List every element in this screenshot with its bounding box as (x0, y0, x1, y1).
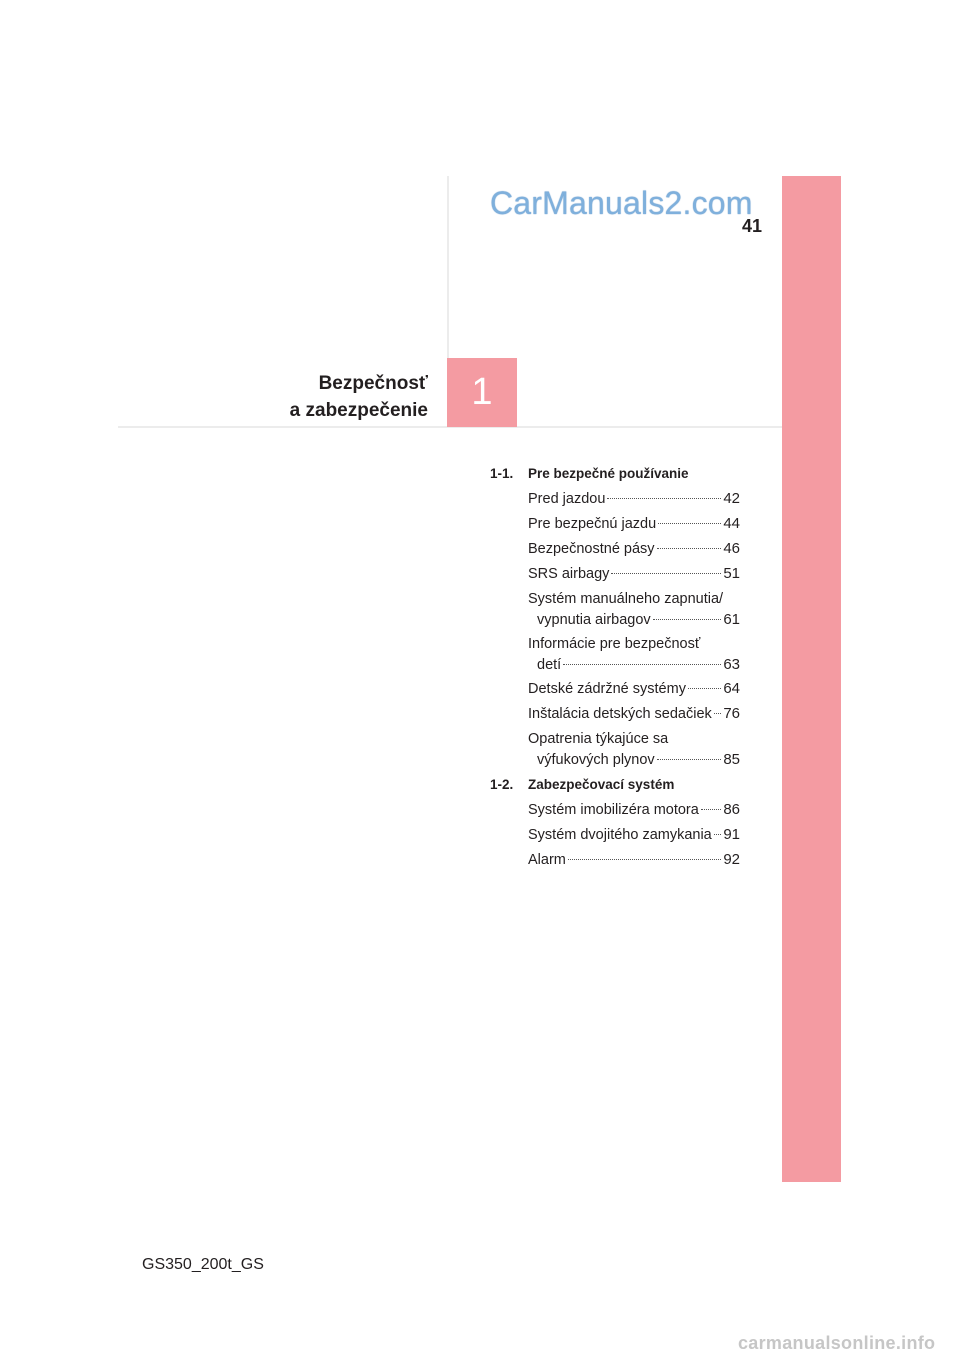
toc-entry[interactable] (490, 588, 740, 630)
toc-entry-label: detí (537, 657, 562, 673)
toc-entry-page: 42 (723, 490, 740, 507)
toc-entry-label: Systém dvojitého zamykania (528, 827, 712, 843)
toc-entry[interactable] (490, 824, 740, 846)
toc-entry[interactable] (490, 633, 740, 675)
header-vertical-divider (447, 176, 449, 358)
toc-entry-page: 63 (723, 656, 740, 673)
toc-entry[interactable] (490, 678, 740, 700)
toc-section-number: 1-1. (490, 466, 514, 481)
toc-entry-page: 61 (723, 611, 740, 628)
toc-entry-page: 85 (723, 751, 740, 768)
toc-leader-dots (611, 573, 721, 574)
toc-entry-page: 91 (723, 826, 740, 843)
toc-entry-page: 51 (723, 565, 740, 582)
page-number: 41 (742, 216, 763, 236)
toc-entry-label: vypnutia airbagov (537, 612, 651, 628)
toc-entry-label: Systém manuálneho zapnutia/ (528, 591, 724, 607)
toc-entry[interactable] (490, 703, 740, 725)
toc-leader-dots (607, 498, 721, 499)
model-code: GS350_200t_GS (142, 1256, 264, 1273)
toc-entry-page: 64 (723, 680, 740, 697)
toc-leader-dots (714, 834, 722, 835)
header-watermark: CarManuals2.com (490, 185, 753, 221)
chapter-title-line1: Bezpečnosť (318, 373, 428, 394)
toc-entry-label: Opatrenia týkajúce sa (528, 731, 669, 747)
table-of-contents (490, 460, 740, 871)
toc-entry[interactable] (490, 849, 740, 871)
chapter-title-line2: a zabezpečenie (289, 400, 428, 421)
toc-entry-label: Bezpečnostné pásy (528, 541, 655, 557)
toc-entry-page: 92 (723, 851, 740, 868)
toc-entry[interactable] (490, 513, 740, 535)
toc-entry-label: Detské zádržné systémy (528, 681, 686, 697)
toc-entry[interactable] (490, 488, 740, 510)
toc-leader-dots (701, 809, 721, 810)
toc-entry-label: Pred jazdou (528, 491, 606, 507)
toc-leader-dots (563, 664, 721, 665)
toc-entry-label: výfukových plynov (537, 752, 655, 768)
toc-entry-page: 86 (723, 801, 740, 818)
chapter-title (290, 370, 428, 424)
toc-leader-dots (568, 859, 721, 860)
chapter-number: 1 (471, 371, 493, 413)
toc-entry-label: Pre bezpečnú jazdu (528, 516, 657, 532)
toc-entry-label: Informácie pre bezpečnosť (528, 636, 701, 652)
toc-entry-page: 76 (723, 705, 740, 722)
toc-leader-dots (714, 713, 722, 714)
toc-entry-label: Systém imobilizéra motora (528, 802, 699, 818)
chapter-number-box (447, 358, 517, 427)
toc-section-title: Pre bezpečné používanie (528, 466, 689, 481)
chapter-side-tab (782, 176, 841, 1182)
bottom-watermark: carmanualsonline.info (738, 1333, 936, 1353)
toc-leader-dots (657, 548, 722, 549)
toc-leader-dots (688, 688, 721, 689)
toc-leader-dots (657, 759, 722, 760)
toc-entry-page: 46 (723, 540, 740, 557)
toc-section-heading (490, 463, 740, 485)
toc-entry-label: Alarm (528, 852, 566, 868)
toc-entry[interactable] (490, 728, 740, 770)
toc-section-heading (490, 774, 740, 796)
toc-leader-dots (658, 523, 721, 524)
toc-entry-page: 44 (723, 515, 740, 532)
toc-entry[interactable] (490, 538, 740, 560)
toc-entry[interactable] (490, 799, 740, 821)
toc-entry-label: SRS airbagy (528, 566, 610, 582)
toc-section-number: 1-2. (490, 777, 514, 792)
toc-leader-dots (653, 619, 722, 620)
toc-entry-label: Inštalácia detských sedačiek (528, 706, 712, 722)
toc-entry[interactable] (490, 563, 740, 585)
toc-section-title: Zabezpečovací systém (528, 777, 675, 792)
